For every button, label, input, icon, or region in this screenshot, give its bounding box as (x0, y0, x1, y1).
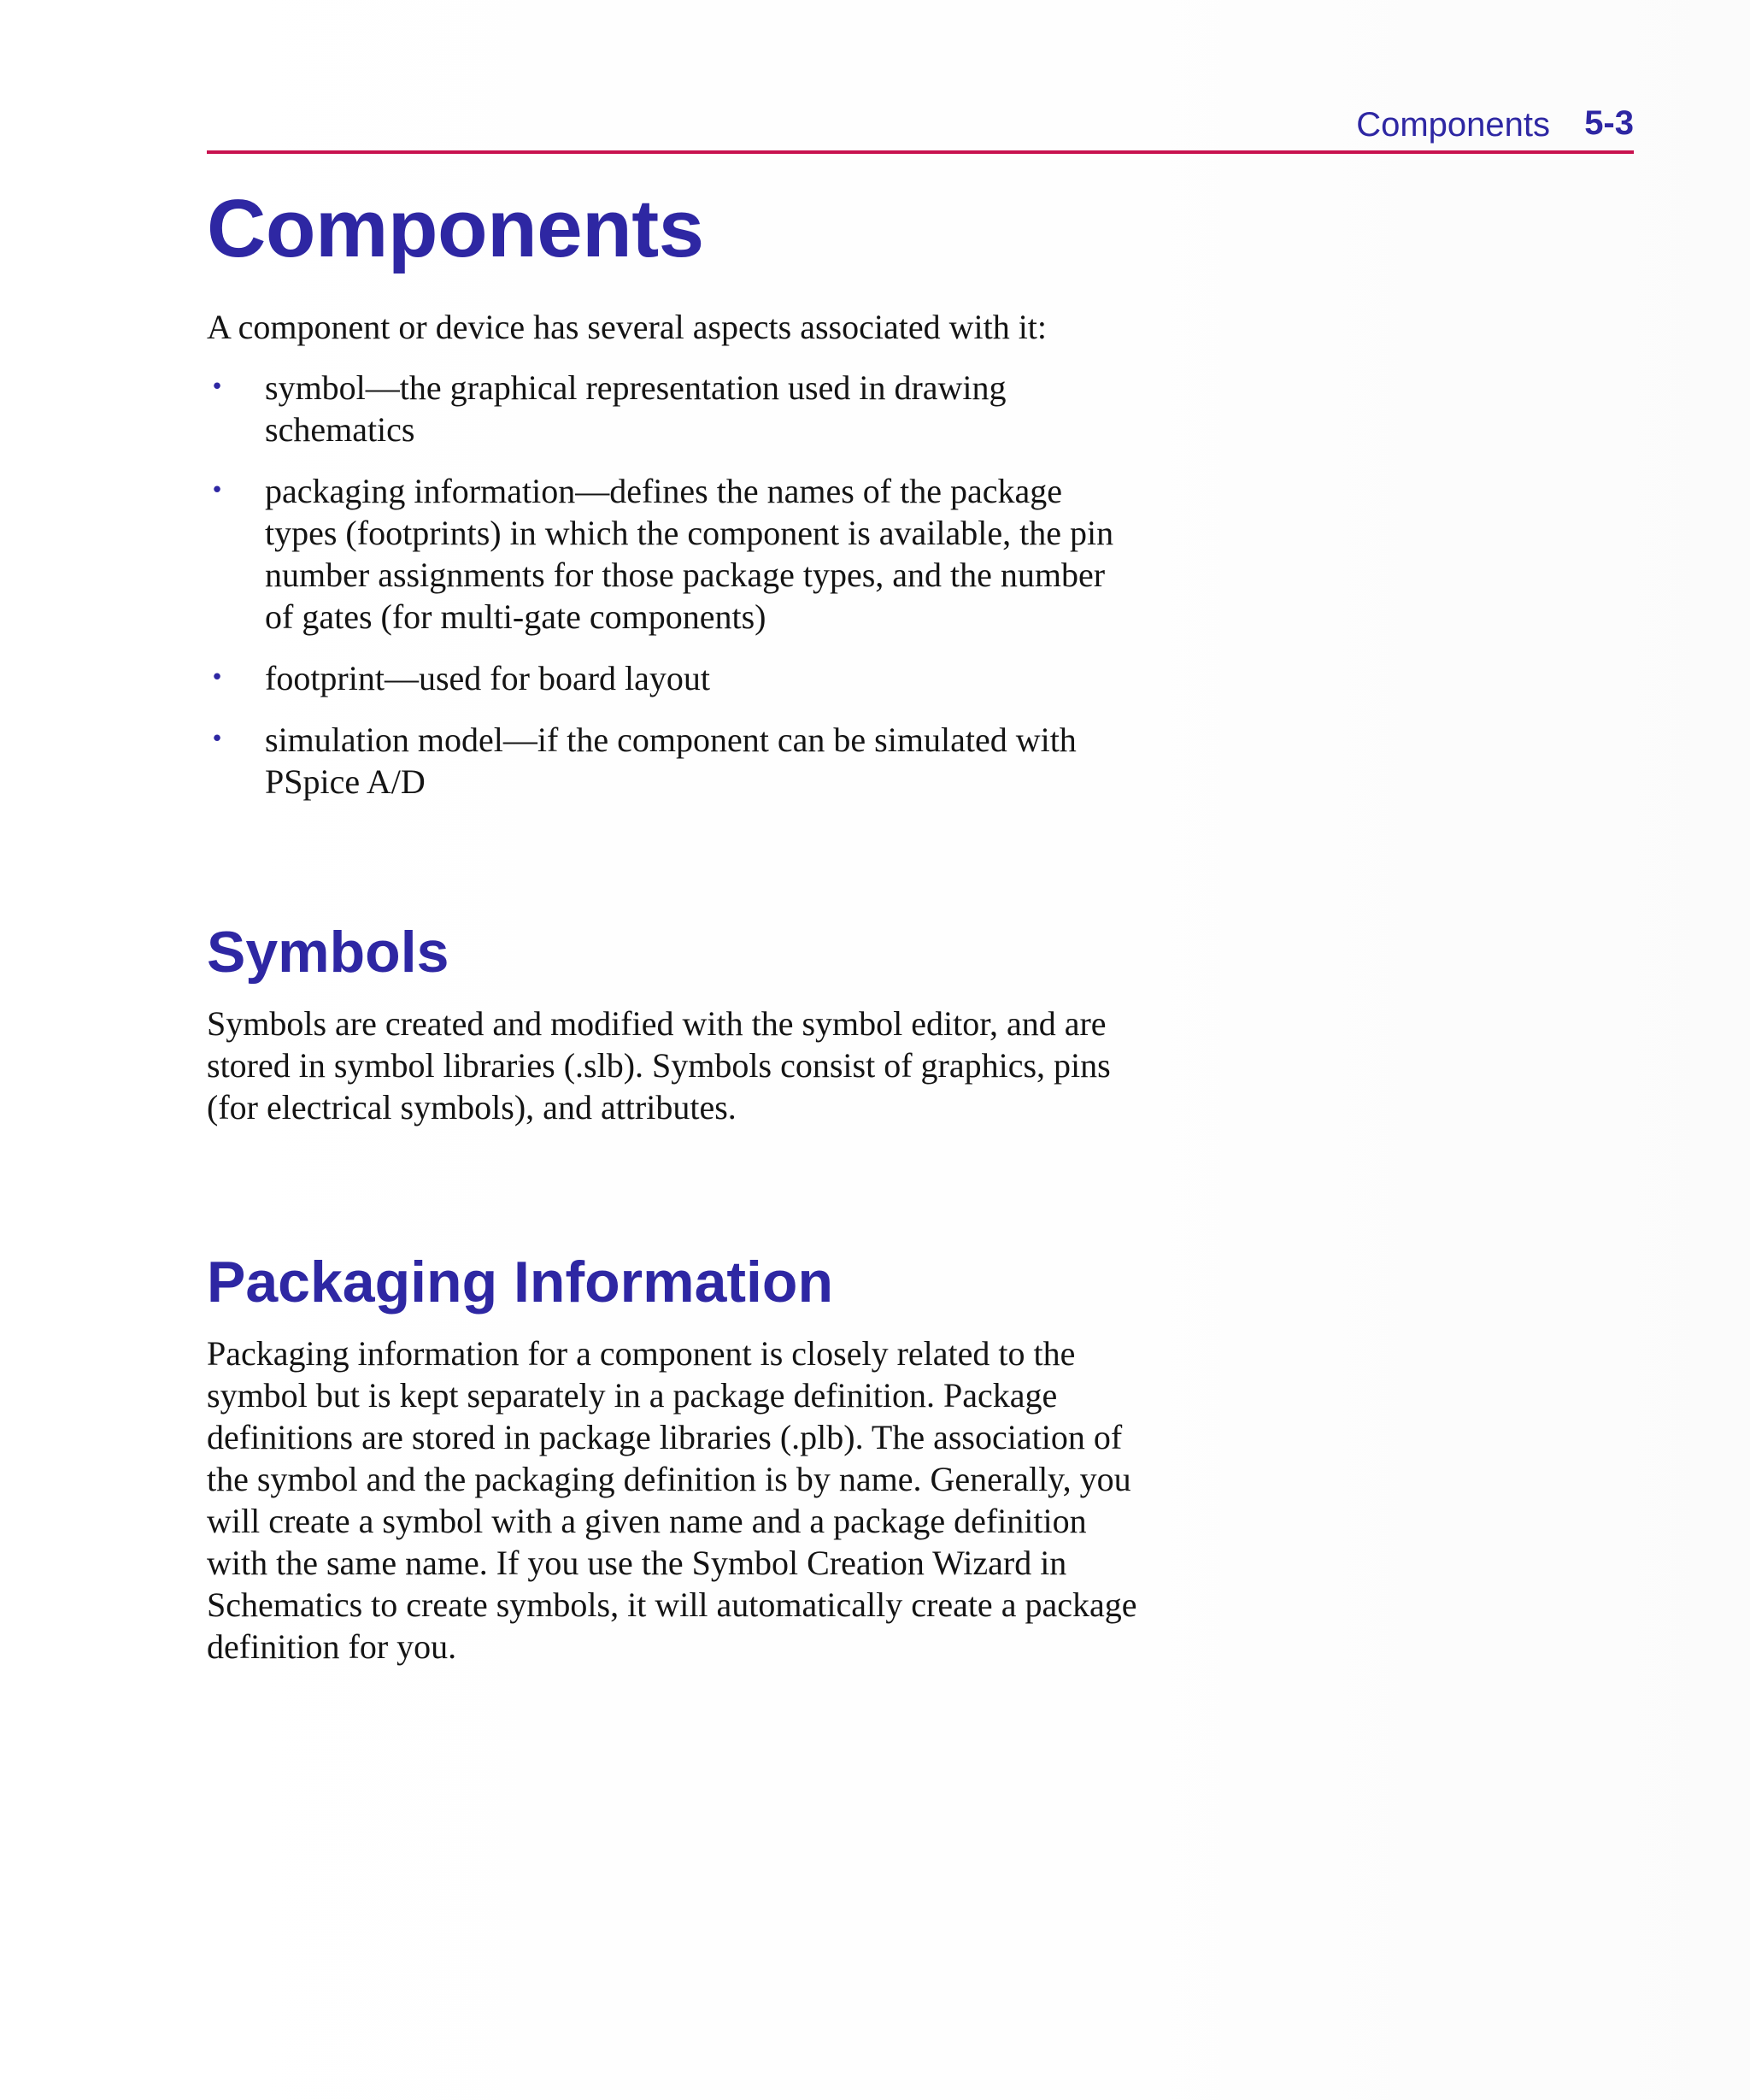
list-item (207, 719, 1138, 803)
list-item-text: footprint—used for board layout (265, 659, 710, 697)
symbols-heading: Symbols (207, 920, 449, 985)
page-title: Components (207, 183, 704, 274)
list-item (207, 657, 1138, 699)
list-item-text: simulation model—if the component can be simulated with PSpice A/D (265, 721, 1077, 801)
list-item-text: symbol—the graphical representation used in drawing schematics (265, 368, 1007, 449)
running-header-section: Components (1356, 106, 1550, 144)
intro-paragraph: A component or device has several aspects associated with it: (207, 308, 1048, 346)
running-header (207, 101, 1634, 154)
header-rule (207, 150, 1634, 154)
page-number: 5-3 (1584, 104, 1634, 142)
symbols-paragraph: Symbols are created and modified with the symbol editor, and are stored in symbol libraries (.slb). Symbols consist of graphics, pins (for electrical symbols), and attributes. (207, 1004, 1111, 1126)
list-item (207, 470, 1138, 638)
bullet-icon: • (210, 726, 224, 752)
packaging-heading: Packaging Information (207, 1250, 833, 1315)
list-item-text: packaging information—defines the names of the package types (footprints) in which the component is available, the pin number assignments for those package types, and the number of gates (for multi-gate components) (265, 472, 1114, 636)
bullet-icon: • (210, 665, 224, 691)
aspects-list (207, 367, 1138, 803)
symbols-section (207, 914, 1138, 1128)
main-content (207, 171, 1138, 1668)
bullet-icon: • (210, 374, 224, 400)
bullet-icon: • (210, 478, 224, 503)
packaging-section (207, 1244, 1138, 1668)
packaging-paragraph: Packaging information for a component is closely related to the symbol but is kept separately in a package definition. Package definitions are stored in package libraries (.plb). The association of the symbol and the packaging definition is by name. Generally, you will create a symbol with a given name and a package definition with the same name. If you use the Symbol Creation Wizard in Schematics to create symbols, it will automatically create a package definition for you. (207, 1334, 1137, 1666)
list-item (207, 367, 1138, 450)
